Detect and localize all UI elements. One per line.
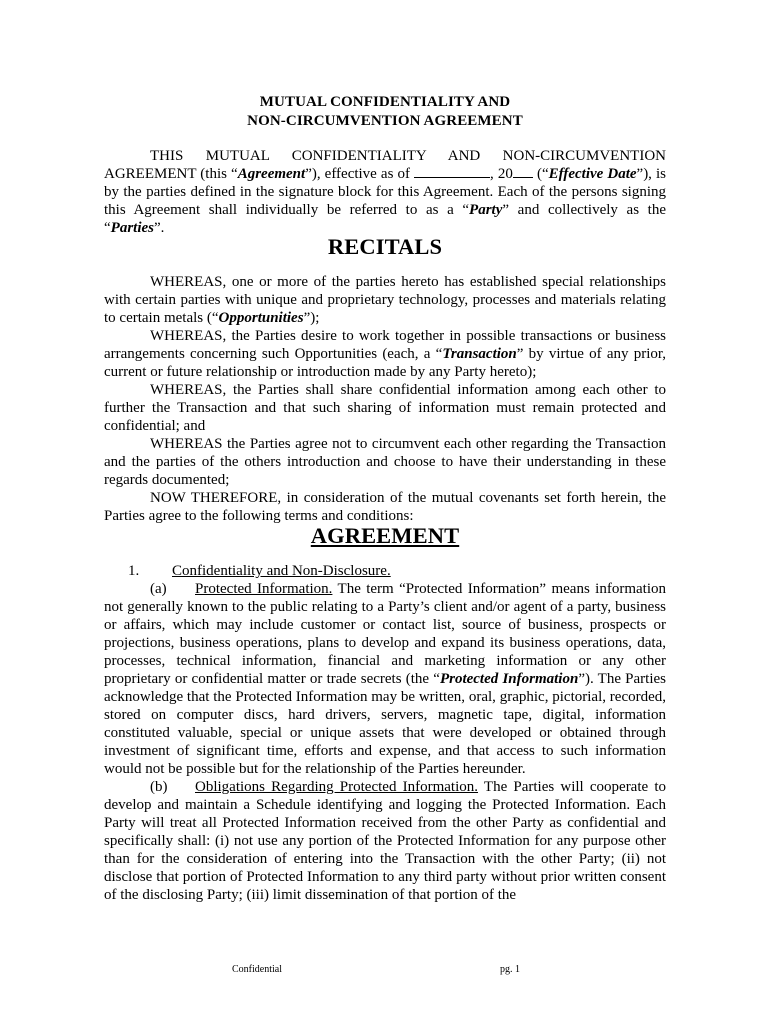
text-run: ”); xyxy=(303,310,320,326)
footer-confidential: Confidential xyxy=(232,964,282,975)
text-run: ”. xyxy=(154,220,165,236)
recital-paragraph xyxy=(104,489,666,525)
defined-term: Parties xyxy=(110,220,155,236)
section-1-heading xyxy=(104,562,666,580)
subsection-title: Obligations Regarding Protected Information. xyxy=(195,779,479,795)
text-run: ”). The Parties acknowledge that the Protected Information may be written, oral, graphic, pictorial, recorded, stored on computer discs, hard drivers, servers, magnetic tape, digital, information constituted valuable, special or unique assets that were developed or obtained through investment of significant time, efforts and expense, and that access to such information would not be possible but for the relationship of the Parties hereunder. xyxy=(104,671,667,777)
defined-term: Opportunities xyxy=(218,310,304,326)
subsection-a xyxy=(104,580,666,778)
text-run: WHEREAS, the Parties shall share confidential information among each other to further the Transaction and that such sharing of information must remain protected and confidential; and xyxy=(104,382,666,434)
recital-paragraph xyxy=(104,327,666,381)
subsection-label: (a) xyxy=(150,581,167,597)
document-body xyxy=(104,93,666,904)
subsection-body xyxy=(104,581,666,777)
recital-paragraph xyxy=(104,381,666,435)
subsection-label: (b) xyxy=(150,779,168,795)
text-run: THIS MUTUAL CONFIDENTIALITY AND NON-CIRCUMVENTION AGREEMENT (this “ xyxy=(104,148,666,182)
recital-paragraph xyxy=(104,435,666,489)
text-run: ”), is by the parties defined in the signature block for this Agreement. Each of the persons signing this Agreement shall individually be referred to as a “ xyxy=(104,166,667,218)
opening-paragraph xyxy=(104,147,666,237)
text-run: ” by virtue of any prior, current or future relationship or introduction made by any Party hereto); xyxy=(104,346,667,380)
text-run: WHEREAS the Parties agree not to circumvent each other regarding the Transaction and the parties of the others introduction and choose to have their understanding in these regards documented; xyxy=(104,436,666,488)
defined-term: Agreement xyxy=(237,166,306,182)
title-line-2: NON-CIRCUMVENTION AGREEMENT xyxy=(247,113,523,129)
text-run: ” and collectively as the “ xyxy=(104,202,666,236)
defined-term: Effective Date xyxy=(548,166,637,182)
document-title xyxy=(104,93,666,131)
footer-page-number: pg. 1 xyxy=(500,964,520,975)
text-run: , 20 xyxy=(490,166,513,182)
text-run: WHEREAS, one or more of the parties hereto has established special relationships with certain parties with unique and proprietary technology, processes and materials relating to certain metals (“ xyxy=(104,274,666,326)
blank-fill-line xyxy=(513,165,533,178)
blank-fill-line xyxy=(414,165,490,178)
text-run: NOW THEREFORE, in consideration of the mutual covenants set forth herein, the Parties agree to the following terms and conditions: xyxy=(104,490,666,524)
recitals-heading: RECITALS xyxy=(327,234,443,259)
text-run: WHEREAS, the Parties desire to work together in possible transactions or business arrangements concerning such Opportunities (each, a “ xyxy=(104,328,666,362)
text-run: The Parties will cooperate to develop and maintain a Schedule identifying and logging the Protected Information. Each Party will treat all Protected Information received from the other Party as confidential and specifically shall: (i) not use any portion of the Protected Information for any purpose other than for the consideration of entering into the Transaction with the other Party; (ii) not disclose that portion of Protected Information to any third party without prior written consent of the disclosing Party; (iii) limit dissemination of that portion of the xyxy=(104,779,666,903)
section-title: Confidentiality and Non-Disclosure. xyxy=(172,563,391,579)
defined-term: Transaction xyxy=(442,346,517,362)
agreement-heading xyxy=(104,523,666,548)
subsection-b xyxy=(104,778,666,904)
defined-term: Party xyxy=(469,202,503,218)
section-number: 1. xyxy=(128,563,140,579)
agreement-heading-text: AGREEMENT xyxy=(310,523,460,548)
subsection-title: Protected Information. xyxy=(195,581,333,597)
text-run: The term “Protected Information” means information not generally known to the public relating to a Party’s client and/or agent of a party, business or affairs, which may include customer or contact list, source of business, prospects or projections, business operations, plans to develop and expand its business operations, data, processes, technical information, financial and marketing information or any other proprietary or confidential matter or trade secrets (the “ xyxy=(104,581,666,687)
text-run: ”), effective as of xyxy=(305,166,415,182)
recital-paragraph xyxy=(104,273,666,327)
subsection-body xyxy=(104,779,666,903)
title-line-1: MUTUAL CONFIDENTIALITY AND xyxy=(259,94,511,110)
defined-term: Protected Information xyxy=(439,671,579,687)
text-run: (“ xyxy=(532,166,549,182)
